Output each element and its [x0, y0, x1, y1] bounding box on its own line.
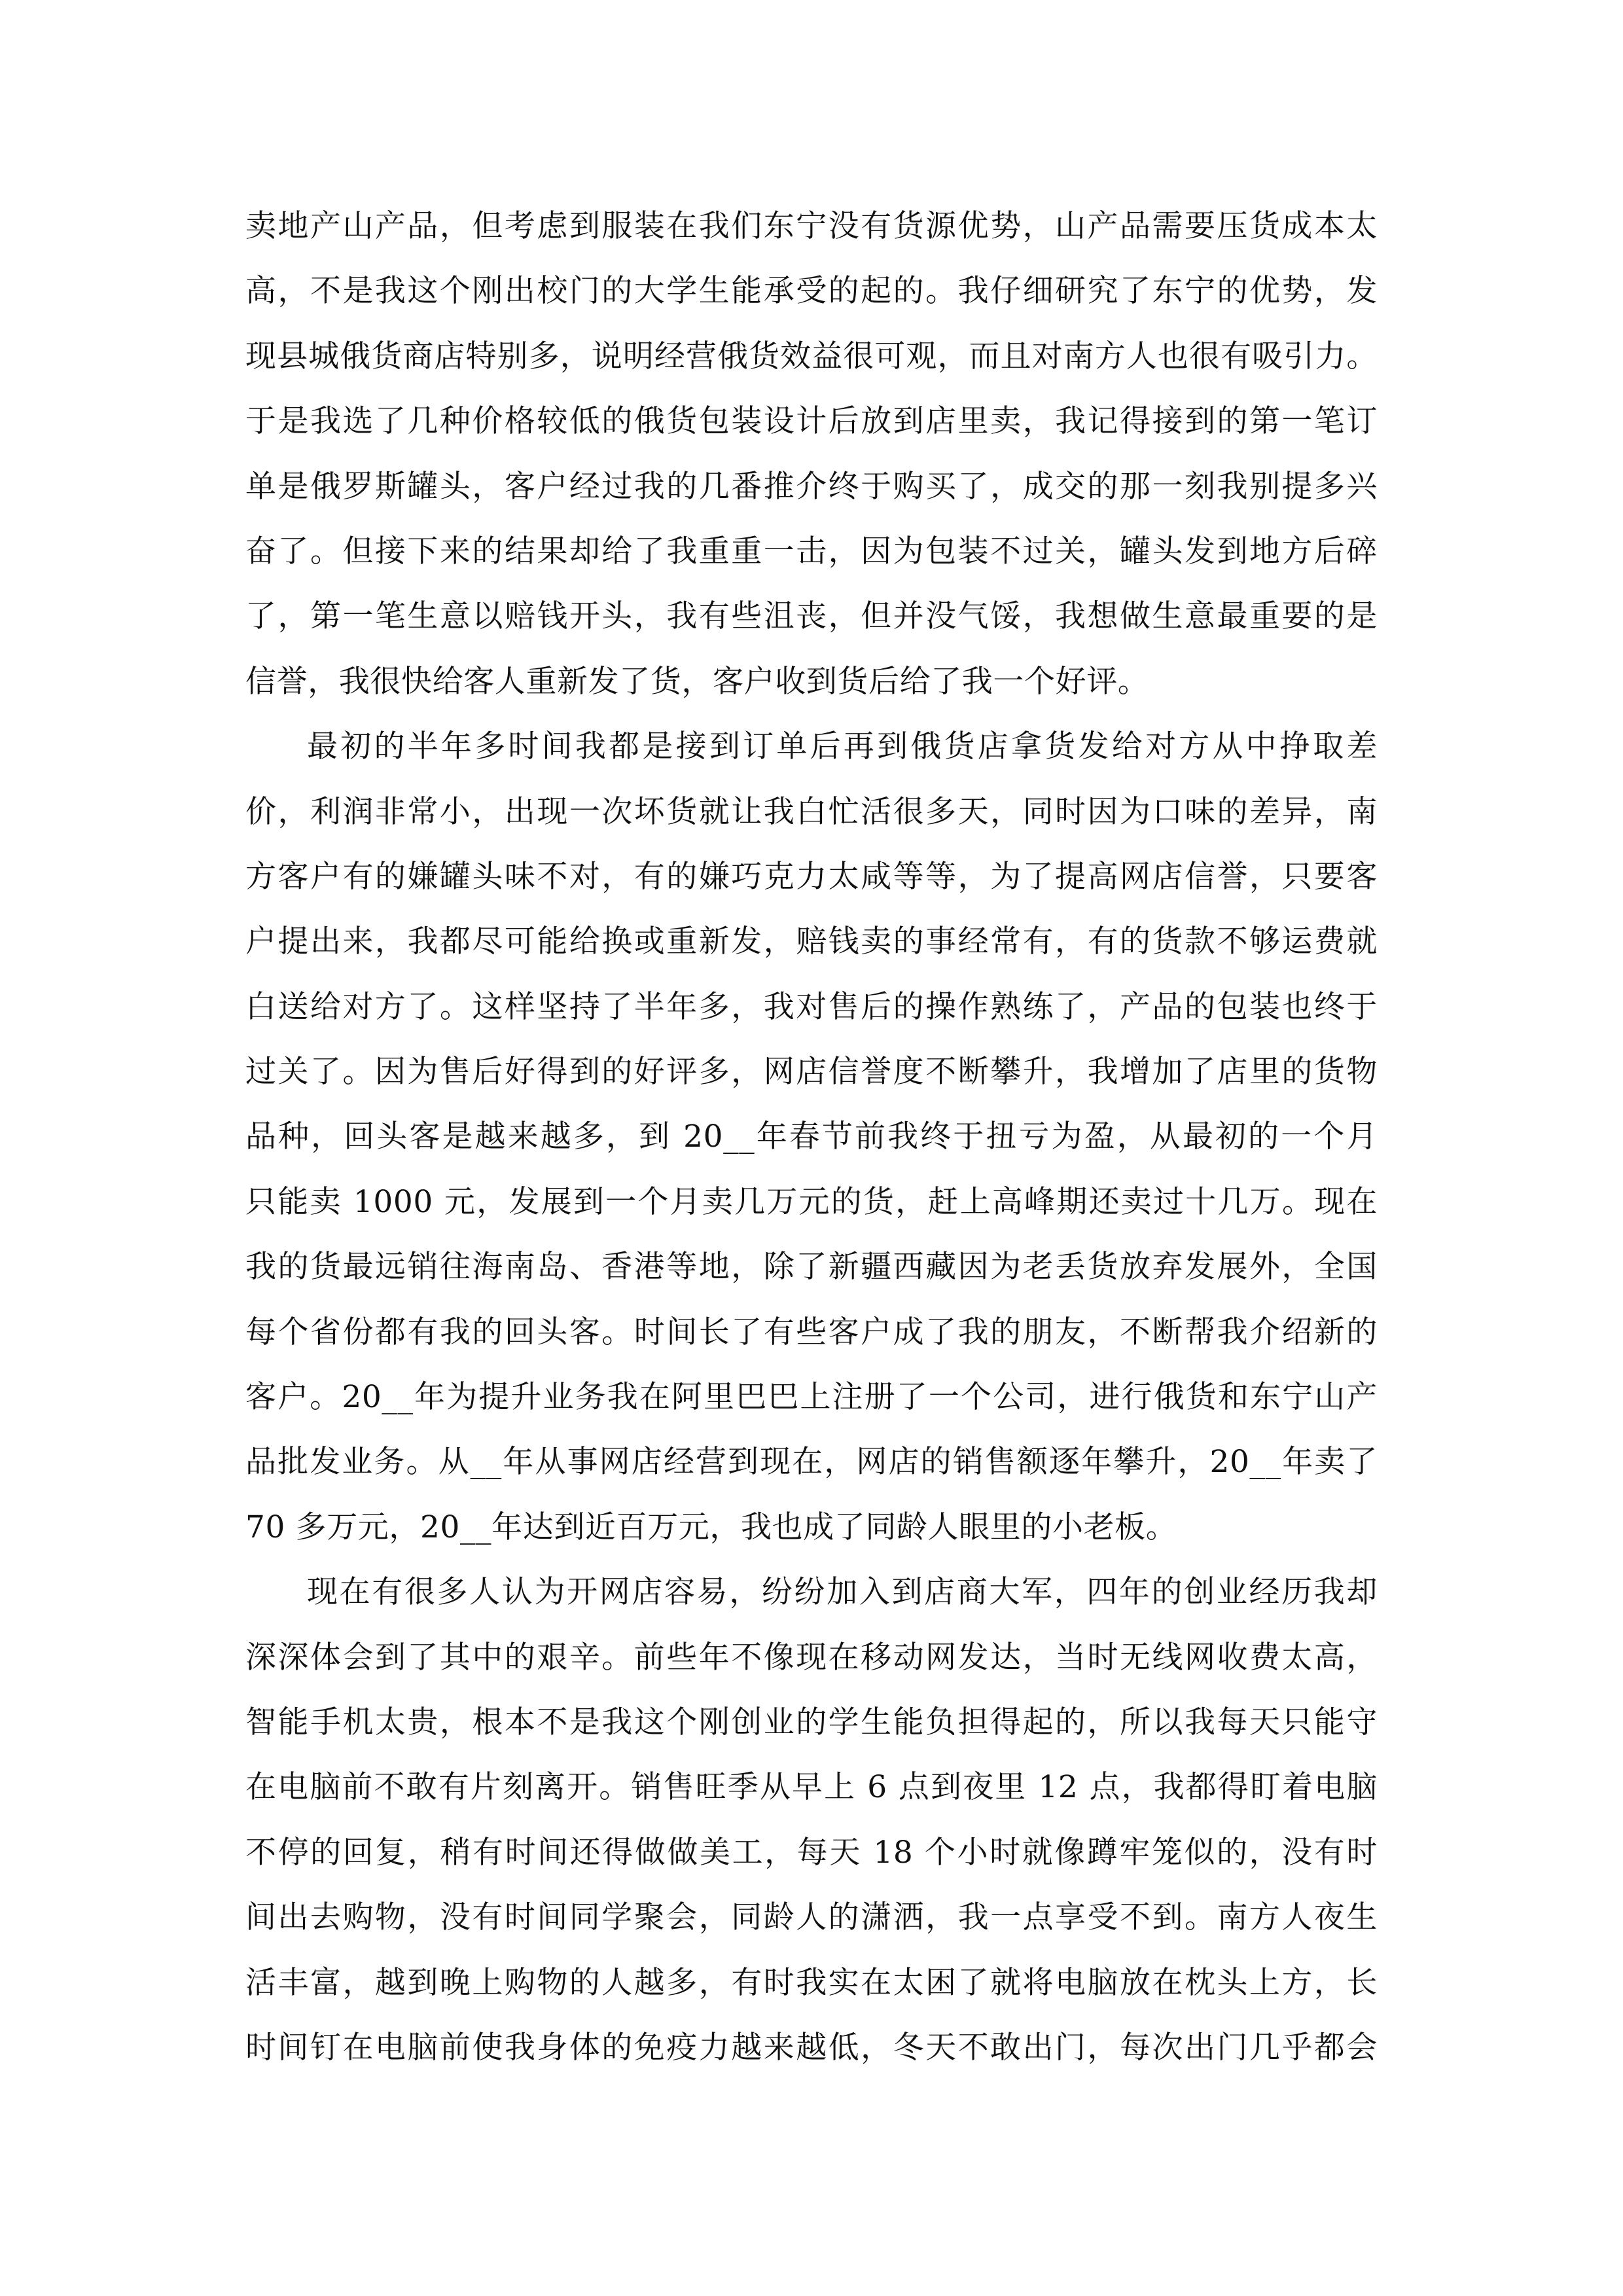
text-line: 品种，回头客是越来越多，到 20__年春节前我终于扭亏为盈，从最初的一个月: [245, 1119, 1378, 1155]
paragraph: [245, 1560, 1378, 2080]
text-line: 户提出来，我都尽可能给换或重新发，赔钱卖的事经常有，有的货款不够运费就: [245, 924, 1378, 960]
text-line: 价，利润非常小，出现一次坏货就让我白忙活很多天，同时因为口味的差异，南: [245, 793, 1378, 830]
text-line: 于是我选了几种价格较低的俄货包装设计后放到店里卖，我记得接到的第一笔订: [245, 403, 1378, 440]
text-line: 70 多万元，20__年达到近百万元，我也成了同龄人眼里的小老板。: [245, 1509, 1177, 1545]
text-line: 深深体会到了其中的艰辛。前些年不像现在移动网发达，当时无线网收费太高，: [245, 1639, 1378, 1676]
text-line: 最初的半年多时间我都是接到订单后再到俄货店拿货发给对方从中挣取差: [307, 728, 1378, 765]
text-line: 活丰富，越到晚上购物的人越多，有时我实在太困了就将电脑放在枕头上方，长: [245, 1964, 1378, 2001]
text-line: 智能手机太贵，根本不是我这个刚创业的学生能负担得起的，所以我每天只能守: [245, 1704, 1378, 1740]
text-line: 信誉，我很快给客人重新发了货，客户收到货后给了我一个好评。: [245, 663, 1149, 700]
text-line: 不停的回复，稍有时间还得做做美工，每天 18 个小时就像蹲牢笼似的，没有时: [245, 1834, 1378, 1871]
text-line: 我的货最远销往海南岛、香港等地，除了新疆西藏因为老丢货放弃发展外，全国: [245, 1249, 1378, 1285]
text-line: 单是俄罗斯罐头，客户经过我的几番推介终于购买了，成交的那一刻我别提多兴: [245, 468, 1378, 505]
text-line: 了，第一笔生意以赔钱开头，我有些沮丧，但并没气馁，我想做生意最重要的是: [245, 598, 1378, 635]
text-line: 时间钉在电脑前使我身体的免疫力越来越低，冬天不敢出门，每次出门几乎都会: [245, 2029, 1378, 2066]
text-line: 客户。20__年为提升业务我在阿里巴巴上注册了一个公司，进行俄货和东宁山产: [245, 1379, 1378, 1416]
body-text: [245, 194, 1378, 2080]
paragraph: [245, 194, 1378, 714]
text-line: 白送给对方了。这样坚持了半年多，我对售后的操作熟练了，产品的包装也终于: [245, 988, 1378, 1025]
text-line: 过关了。因为售后好得到的好评多，网店信誉度不断攀升，我增加了店里的货物: [245, 1054, 1378, 1090]
text-line: 现在有很多人认为开网店容易，纷纷加入到店商大军，四年的创业经历我却: [307, 1574, 1378, 1611]
text-line: 品批发业务。从__年从事网店经营到现在，网店的销售额逐年攀升，20__年卖了: [245, 1444, 1378, 1480]
text-line: 只能卖 1000 元，发展到一个月卖几万元的货，赶上高峰期还卖过十几万。现在: [245, 1183, 1378, 1220]
text-line: 高，不是我这个刚出校门的大学生能承受的起的。我仔细研究了东宁的优势，发: [245, 273, 1378, 310]
text-line: 卖地产山产品，但考虑到服装在我们东宁没有货源优势，山产品需要压货成本太: [245, 208, 1378, 244]
text-line: 每个省份都有我的回头客。时间长了有些客户成了我的朋友，不断帮我介绍新的: [245, 1314, 1378, 1350]
text-line: 奋了。但接下来的结果却给了我重重一击，因为包装不过关，罐头发到地方后碎: [245, 533, 1378, 569]
text-line: 方客户有的嫌罐头味不对，有的嫌巧克力太咸等等，为了提高网店信誉，只要客: [245, 858, 1378, 895]
text-line: 在电脑前不敢有片刻离开。销售旺季从早上 6 点到夜里 12 点，我都得盯着电脑: [245, 1769, 1378, 1806]
paragraph: [245, 714, 1378, 1560]
text-line: 现县城俄货商店特别多，说明经营俄货效益很可观，而且对南方人也很有吸引力。: [245, 338, 1378, 374]
text-line: 间出去购物，没有时间同学聚会，同龄人的潇洒，我一点享受不到。南方人夜生: [245, 1899, 1378, 1936]
